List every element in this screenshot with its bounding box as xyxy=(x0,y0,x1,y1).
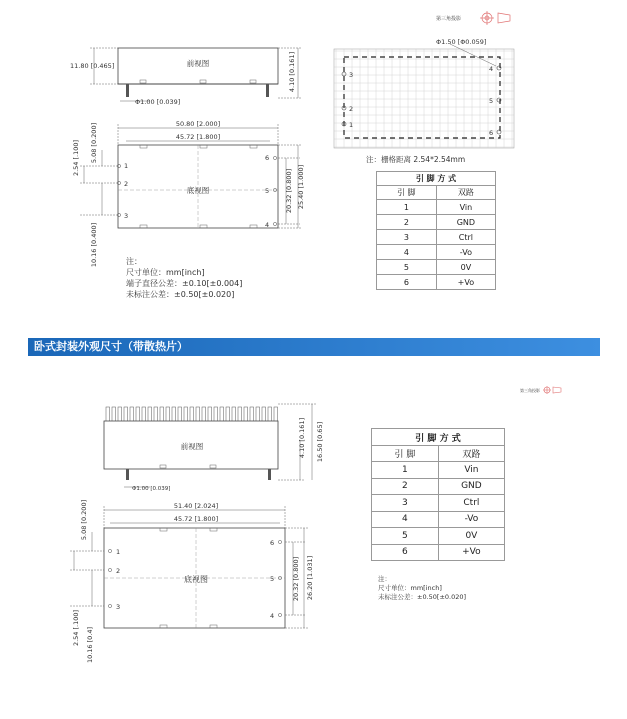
table-row xyxy=(372,462,505,479)
pin-6-label-2: 6 xyxy=(270,539,275,547)
heat-sink-fin xyxy=(130,407,134,422)
heat-sink-fin xyxy=(232,407,236,422)
pitch-c-text: 10.16 [0.400] xyxy=(90,222,98,268)
pin-5-label-2: 5 xyxy=(270,575,275,583)
pin-func: -Vo xyxy=(436,245,495,260)
heat-sink-fin xyxy=(106,407,110,422)
note-line: 尺寸单位：mm[inch] xyxy=(126,268,205,277)
pin-num: 4 xyxy=(372,511,439,528)
pitch-dimensions xyxy=(80,150,118,215)
heat-sink-fin xyxy=(148,407,152,422)
heat-sink-fin xyxy=(262,407,266,422)
pin-num: 6 xyxy=(372,544,439,561)
pin-func: +Vo xyxy=(436,275,495,290)
length-inner-2-text: 45.72 [1.800] xyxy=(173,515,219,523)
pin-num: 5 xyxy=(372,528,439,545)
notes-2 xyxy=(378,575,466,602)
projection-symbol-icon xyxy=(480,11,510,25)
heat-sink-fin xyxy=(214,407,218,422)
pin-dia-text: Φ1.00 [0.039] xyxy=(135,98,181,106)
table-row xyxy=(372,544,505,561)
width-inner-text: 20.32 [0.800] xyxy=(285,168,293,214)
heat-sink-fin xyxy=(172,407,176,422)
pin-1-label-2: 1 xyxy=(116,548,121,556)
table-row xyxy=(377,200,496,215)
pin-3-label-2: 3 xyxy=(116,603,121,611)
grid-pin-6: 6 xyxy=(489,129,494,137)
note-line: 未标注公差：±0.50[±0.020] xyxy=(126,290,235,299)
length-outer-2-text: 51.40 [2.024] xyxy=(173,502,219,510)
pin-func: 0V xyxy=(438,528,504,545)
heat-sink-fin xyxy=(154,407,158,422)
heat-sink-fin xyxy=(256,407,260,422)
projection-label: 第三角投影 xyxy=(436,16,462,22)
table-row xyxy=(377,275,496,290)
pitch-a-text: 5.08 [0.200] xyxy=(90,122,98,164)
front-view-1 xyxy=(118,48,278,97)
heat-sink-fin xyxy=(274,407,278,422)
pin-table-2-title: 引 脚 方 式 xyxy=(372,429,505,446)
heat-sink-fin xyxy=(238,407,242,422)
bottom-view-2-label: 底视图 xyxy=(184,575,208,584)
pin-5-label: 5 xyxy=(265,187,270,195)
pin-func: GND xyxy=(438,478,504,495)
width-inner-2-text: 20.32 [0.800] xyxy=(292,556,300,602)
front-view-2 xyxy=(104,407,278,480)
pin-func: Vin xyxy=(438,462,504,479)
pin-num: 3 xyxy=(377,230,437,245)
length-outer-text: 50.80 [2.000] xyxy=(175,120,221,128)
heat-sink-fin xyxy=(184,407,188,422)
pin-length-2-text: 4.10 [0.161] xyxy=(298,417,306,459)
pin-table-2-col1: 引 脚 xyxy=(372,446,439,462)
heat-sink-fin xyxy=(190,407,194,422)
heat-sink-fin xyxy=(160,407,164,422)
pin-func: 0V xyxy=(436,260,495,275)
pitch-a-2-text: 5.08 [0.200] xyxy=(80,499,88,541)
table-row xyxy=(377,215,496,230)
length-inner-text: 45.72 [1.800] xyxy=(175,133,221,141)
heat-sink-fin xyxy=(196,407,200,422)
table-row xyxy=(372,511,505,528)
pin-func: GND xyxy=(436,215,495,230)
width-outer-2-text: 26.20 [1.031] xyxy=(306,555,314,601)
table-row xyxy=(372,478,505,495)
pin-func: Ctrl xyxy=(438,495,504,512)
pitch-c-2-text: 10.16 [0.4] xyxy=(86,626,94,664)
pitch-b-text: 2.54 [.100] xyxy=(72,139,80,177)
pin-table-1 xyxy=(376,171,496,290)
pin-func: Vin xyxy=(436,200,495,215)
pin-table-2-col2: 双路 xyxy=(438,446,504,462)
pin-table-col2: 双路 xyxy=(436,186,495,200)
grid-pin-1: 1 xyxy=(349,121,354,129)
table-row xyxy=(372,528,505,545)
pin-func: +Vo xyxy=(438,544,504,561)
grid-note: 注：栅格距离 2.54*2.54mm xyxy=(366,155,466,164)
pin-num: 1 xyxy=(377,200,437,215)
heat-sink-fin xyxy=(220,407,224,422)
heat-sink-fin xyxy=(142,407,146,422)
note-line: 端子直径公差：±0.10[±0.004] xyxy=(126,279,243,288)
heat-sink-fin xyxy=(178,407,182,422)
pin-2-label: 2 xyxy=(124,180,129,188)
pin-num: 1 xyxy=(372,462,439,479)
pin-func: -Vo xyxy=(438,511,504,528)
grid-pin-4: 4 xyxy=(489,65,494,73)
pin-func: Ctrl xyxy=(436,230,495,245)
pin-table-title: 引 脚 方 式 xyxy=(377,172,496,186)
projection-symbol-2-icon xyxy=(543,386,561,394)
note-line: 尺寸单位：mm[inch] xyxy=(378,584,442,592)
table-row xyxy=(377,245,496,260)
pin-num: 2 xyxy=(372,478,439,495)
pin-num: 2 xyxy=(377,215,437,230)
notes-1 xyxy=(126,256,242,300)
pin-table-2 xyxy=(371,428,505,561)
pin-num: 4 xyxy=(377,245,437,260)
pin-6-label: 6 xyxy=(265,154,270,162)
heat-sink-fin xyxy=(202,407,206,422)
pin-3-label: 3 xyxy=(124,212,129,220)
heat-sink-fin xyxy=(166,407,170,422)
heat-sink-fin xyxy=(118,407,122,422)
pin-4-label-2: 4 xyxy=(270,612,275,620)
height-2-text: 16.50 [0.65] xyxy=(316,421,324,463)
section-banner: 卧式封装外观尺寸（带散热片） xyxy=(28,338,600,356)
bottom-view-1 xyxy=(117,145,278,228)
heat-sink-fin xyxy=(250,407,254,422)
pin-1-label: 1 xyxy=(124,162,129,170)
pin-num: 6 xyxy=(377,275,437,290)
note-line: 未标注公差：±0.50[±0.020] xyxy=(378,593,467,601)
bottom-view-label: 底视图 xyxy=(186,186,210,195)
projection-label-2: 第三角投影 xyxy=(520,388,540,393)
note-line: 注： xyxy=(378,575,391,583)
pin-num: 3 xyxy=(372,495,439,512)
table-row xyxy=(377,230,496,245)
pin-4-label: 4 xyxy=(265,221,270,229)
heat-sink-fin xyxy=(244,407,248,422)
width-outer-text: 25.40 [1.000] xyxy=(297,164,305,210)
table-row xyxy=(377,260,496,275)
front-view-2-label: 前视图 xyxy=(180,442,204,451)
heat-sink-fin xyxy=(136,407,140,422)
table-row xyxy=(372,495,505,512)
pitch-b-2-text: 2.54 [.100] xyxy=(72,609,80,647)
heat-sink-fin xyxy=(226,407,230,422)
pitch-dimensions-2 xyxy=(70,532,104,606)
heat-sink-fin xyxy=(112,407,116,422)
bottom-view-2 xyxy=(104,528,285,628)
heat-sink-fin xyxy=(124,407,128,422)
heat-sink-fin xyxy=(268,407,272,422)
pin-dia-2-text: Φ1.00 [0.039] xyxy=(132,486,171,492)
pin-length-dim-text: 4.10 [0.161] xyxy=(288,51,296,93)
note-line: 注： xyxy=(126,257,142,266)
grid-pin-5: 5 xyxy=(489,97,494,105)
front-view-2-dimensions xyxy=(278,404,316,480)
heat-sink-fin xyxy=(208,407,212,422)
height-dim-label: 11.80 [0.465] xyxy=(70,62,115,70)
grid-pin-2: 2 xyxy=(349,105,354,113)
front-view-label: 前视图 xyxy=(186,59,210,68)
pin-grid-drawing xyxy=(334,49,514,148)
pin-num: 5 xyxy=(377,260,437,275)
pin-2-label-2: 2 xyxy=(116,567,121,575)
pin-table-col1: 引 脚 xyxy=(377,186,437,200)
grid-hole-text: Φ1.50 [Φ0.059] xyxy=(436,38,487,46)
grid-pin-3: 3 xyxy=(349,71,354,79)
